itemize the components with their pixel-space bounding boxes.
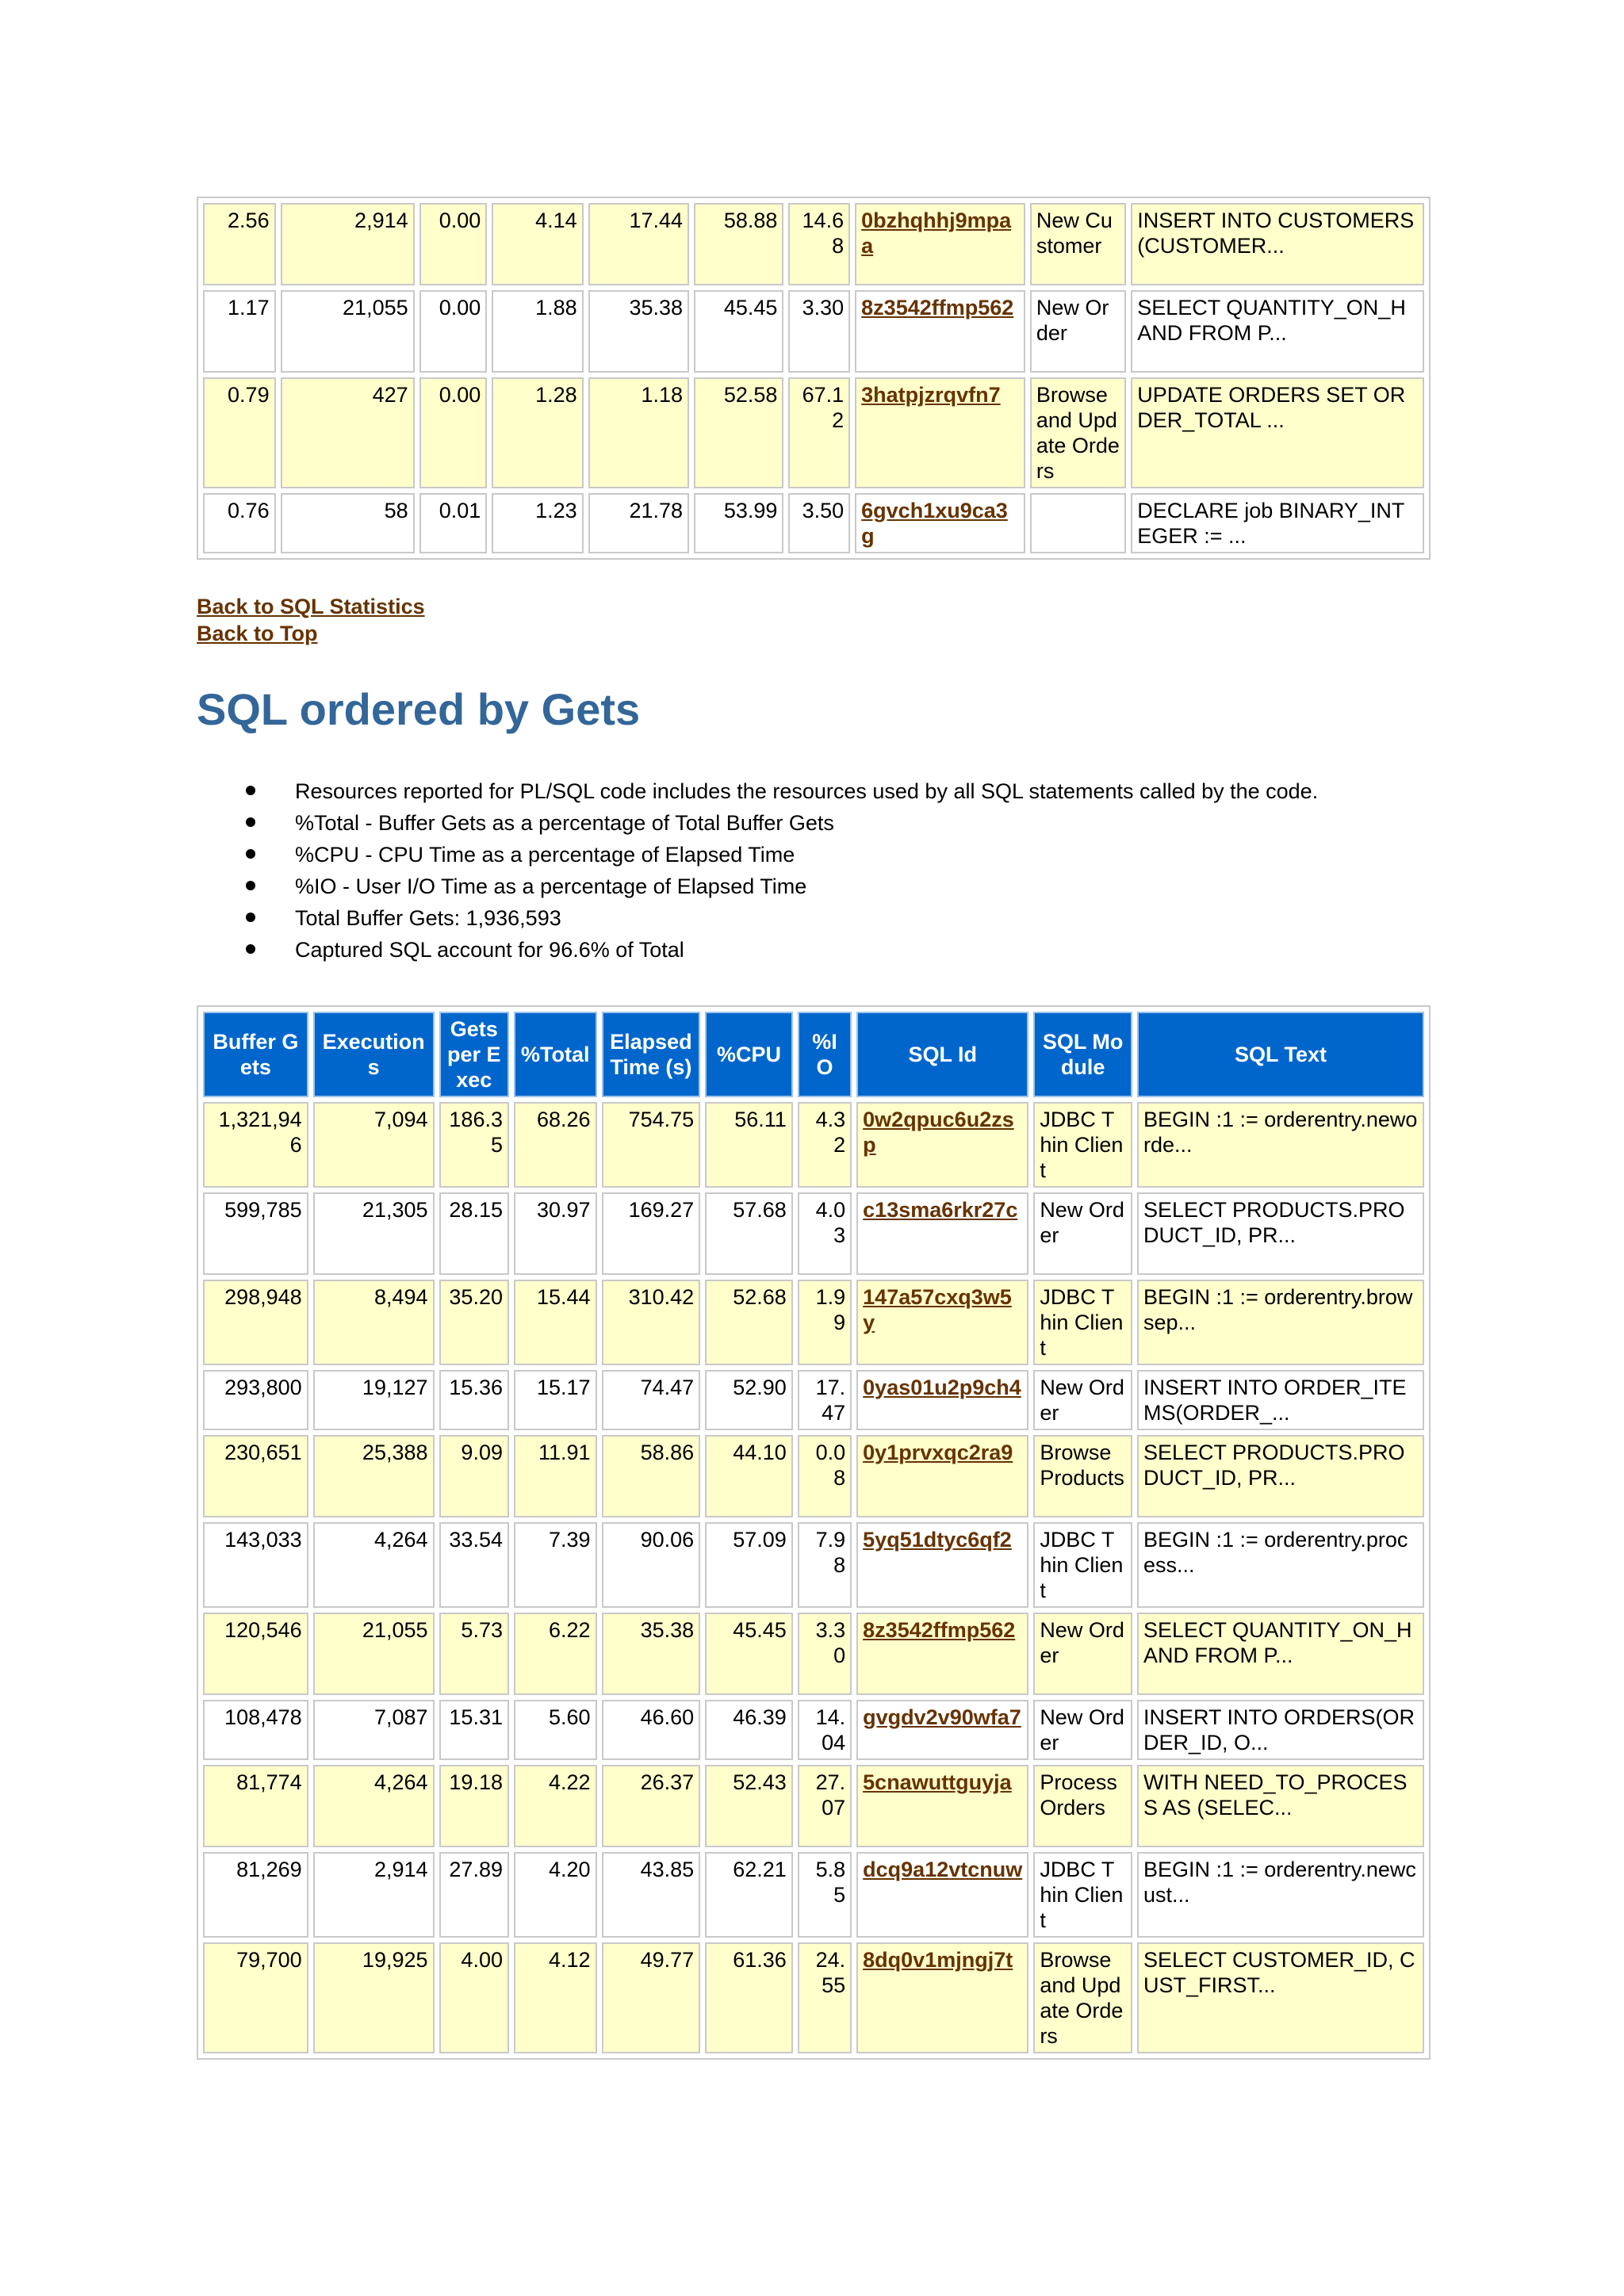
cell-sql-id-link (856, 1765, 1028, 1847)
sql-id-link[interactable]: 5cnawuttguyja (863, 1770, 1012, 1794)
cell-sql-text: INSERT INTO CUSTOMERS(CUSTOMER... (1131, 203, 1424, 285)
cell-col-4: 4.20 (514, 1852, 597, 1938)
cell-sql-module: New Order (1033, 1370, 1132, 1430)
cell-col-4: 11.91 (514, 1435, 597, 1517)
cell-col-5: 43.85 (602, 1852, 701, 1938)
cell-sql-module: JDBC Thin Client (1033, 1852, 1132, 1938)
sql-id-link[interactable]: 8z3542ffmp562 (861, 296, 1014, 320)
table-row (203, 203, 1424, 285)
cell-col-5: 754.75 (602, 1102, 701, 1188)
cell-sql-module: New Order (1033, 1700, 1132, 1760)
back-to-top-link[interactable]: Back to Top (197, 622, 318, 645)
bullet-list (246, 775, 1318, 966)
cell-sql-text: BEGIN :1 := orderentry.process... (1137, 1522, 1424, 1608)
table-row (203, 1280, 1424, 1365)
cell-col-4: 6.22 (514, 1613, 597, 1695)
table-row (203, 1522, 1424, 1608)
cell-col-6: 62.21 (705, 1852, 793, 1938)
table-row (203, 290, 1424, 373)
cell-sql-text: SELECT PRODUCTS.PRODUCT_ID, PR... (1137, 1435, 1424, 1517)
sql-id-link[interactable]: gvgdv2v90wfa7 (863, 1705, 1021, 1729)
cell-col-7: 17.47 (798, 1370, 852, 1430)
cell-sql-id-link (856, 1700, 1028, 1760)
bullet-icon (246, 881, 255, 890)
cell-col-4: 4.14 (492, 203, 583, 285)
cell-col-4: 1.23 (492, 493, 583, 553)
header-buffer-gets: Buffer Gets (203, 1012, 308, 1097)
cell-col-4: 15.17 (514, 1370, 597, 1430)
sql-id-link[interactable]: 0bzhqhhj9mpaa (861, 209, 1012, 258)
bullet-item: Captured SQL account for 96.6% of Total (246, 934, 1318, 966)
cell-sql-text: BEGIN :1 := orderentry.browsep... (1137, 1280, 1424, 1365)
cell-col-6: 52.58 (694, 377, 783, 488)
cell-col-1: 0.79 (203, 377, 276, 488)
cell-col-6: 52.90 (705, 1370, 793, 1430)
cell-col-1: 81,269 (203, 1852, 308, 1938)
cell-col-6: 45.45 (705, 1613, 793, 1695)
cell-col-3: 186.35 (439, 1102, 509, 1188)
cell-sql-id-link (856, 1613, 1028, 1695)
sql-id-link[interactable]: 0yas01u2p9ch4 (863, 1376, 1021, 1399)
cell-col-4: 4.22 (514, 1765, 597, 1847)
cell-col-3: 35.20 (439, 1280, 509, 1365)
cell-col-3: 19.18 (439, 1765, 509, 1847)
cell-col-7: 3.30 (798, 1613, 852, 1695)
cell-sql-text: SELECT QUANTITY_ON_HAND FROM P... (1131, 290, 1424, 373)
header-elapsed-time: Elapsed Time (s) (602, 1012, 701, 1097)
cell-col-3: 27.89 (439, 1852, 509, 1938)
bullet-icon (246, 817, 255, 827)
cell-sql-text: SELECT PRODUCTS.PRODUCT_ID, PR... (1137, 1192, 1424, 1275)
cell-col-7: 7.98 (798, 1522, 852, 1608)
cell-col-2: 25,388 (313, 1435, 435, 1517)
cell-col-7: 67.12 (788, 377, 850, 488)
sql-id-link[interactable]: dcq9a12vtcnuw (863, 1858, 1023, 1881)
cell-col-5: 21.78 (588, 493, 689, 553)
cell-col-1: 120,546 (203, 1613, 308, 1695)
cell-col-4: 4.12 (514, 1942, 597, 2053)
cell-sql-module: Browse and Update Orders (1030, 377, 1126, 488)
cell-col-4: 1.28 (492, 377, 583, 488)
cell-col-6: 52.43 (705, 1765, 793, 1847)
cell-sql-text: SELECT QUANTITY_ON_HAND FROM P... (1137, 1613, 1424, 1695)
cell-col-3: 9.09 (439, 1435, 509, 1517)
cell-sql-module (1030, 493, 1126, 553)
cell-sql-id-link (856, 1370, 1028, 1430)
cell-sql-text: INSERT INTO ORDER_ITEMS(ORDER_... (1137, 1370, 1424, 1430)
cell-sql-module: New Order (1030, 290, 1126, 373)
table-header-row (203, 1012, 1424, 1097)
cell-sql-module: New Order (1033, 1192, 1132, 1275)
cell-sql-id-link (856, 1435, 1028, 1517)
cell-col-7: 27.07 (798, 1765, 852, 1847)
cell-col-4: 1.88 (492, 290, 583, 373)
cell-col-5: 26.37 (602, 1765, 701, 1847)
header-executions: Executions (313, 1012, 435, 1097)
cell-col-3: 5.73 (439, 1613, 509, 1695)
bullet-item: %IO - User I/O Time as a percentage of Elapsed Time (246, 871, 1318, 902)
cell-sql-id-link (855, 493, 1025, 553)
sql-id-link[interactable]: 3hatpjzrqvfn7 (861, 383, 1001, 407)
cell-sql-module: JDBC Thin Client (1033, 1280, 1132, 1365)
header-sql-id: SQL Id (856, 1012, 1028, 1097)
cell-col-3: 15.31 (439, 1700, 509, 1760)
cell-col-6: 53.99 (694, 493, 783, 553)
sql-id-link[interactable]: 8z3542ffmp562 (863, 1618, 1016, 1642)
table-row (203, 1852, 1424, 1938)
sql-ordered-by-gets-table (197, 1005, 1431, 2060)
sql-id-link[interactable]: 5yq51dtyc6qf2 (863, 1528, 1012, 1552)
cell-sql-text: WITH NEED_TO_PROCESS AS (SELEC... (1137, 1765, 1424, 1847)
bullet-icon (246, 786, 255, 795)
cell-col-1: 79,700 (203, 1942, 308, 2053)
cell-col-5: 17.44 (588, 203, 689, 285)
back-to-sql-statistics-link[interactable]: Back to SQL Statistics (197, 595, 425, 618)
cell-col-2: 19,127 (313, 1370, 435, 1430)
cell-col-4: 5.60 (514, 1700, 597, 1760)
sql-id-link[interactable]: c13sma6rkr27c (863, 1198, 1018, 1222)
cell-col-2: 4,264 (313, 1522, 435, 1608)
table-row (203, 377, 1424, 488)
cell-sql-text: SELECT CUSTOMER_ID, CUST_FIRST... (1137, 1942, 1424, 2053)
cell-sql-module: Browse and Update Orders (1033, 1942, 1132, 2053)
sql-id-link[interactable]: 0w2qpuc6u2zsp (863, 1108, 1014, 1157)
cell-col-4: 30.97 (514, 1192, 597, 1275)
cell-sql-id-link (856, 1102, 1028, 1188)
bullet-icon (246, 849, 255, 859)
cell-col-3: 4.00 (439, 1942, 509, 2053)
cell-col-3: 0.00 (419, 377, 488, 488)
cell-col-7: 3.50 (788, 493, 850, 553)
cell-col-5: 1.18 (588, 377, 689, 488)
cell-col-1: 0.76 (203, 493, 276, 553)
cell-col-2: 2,914 (281, 203, 415, 285)
header-pct-total: %Total (514, 1012, 597, 1097)
cell-col-3: 28.15 (439, 1192, 509, 1275)
cell-col-1: 230,651 (203, 1435, 308, 1517)
cell-sql-module: JDBC Thin Client (1033, 1102, 1132, 1188)
cell-col-5: 74.47 (602, 1370, 701, 1430)
cell-col-2: 21,055 (281, 290, 415, 373)
cell-sql-id-link (856, 1192, 1028, 1275)
cell-col-5: 49.77 (602, 1942, 701, 2053)
cell-sql-id-link (855, 290, 1025, 373)
bullet-item: %CPU - CPU Time as a percentage of Elapsed Time (246, 839, 1318, 871)
bullet-item: Resources reported for PL/SQL code includes the resources used by all SQL statements called by the code. (246, 775, 1318, 807)
cell-sql-module: Process Orders (1033, 1765, 1132, 1847)
bullet-icon (246, 913, 255, 922)
cell-sql-module: Browse Products (1033, 1435, 1132, 1517)
header-pct-io: %IO (798, 1012, 852, 1097)
cell-col-7: 1.99 (798, 1280, 852, 1365)
cell-col-2: 2,914 (313, 1852, 435, 1938)
cell-sql-text: BEGIN :1 := orderentry.newcust... (1137, 1852, 1424, 1938)
cell-col-6: 46.39 (705, 1700, 793, 1760)
sql-table-continued (197, 197, 1431, 560)
cell-col-5: 46.60 (602, 1700, 701, 1760)
cell-col-1: 293,800 (203, 1370, 308, 1430)
cell-sql-id-link (855, 377, 1025, 488)
cell-col-1: 2.56 (203, 203, 276, 285)
cell-col-5: 169.27 (602, 1192, 701, 1275)
cell-col-6: 45.45 (694, 290, 783, 373)
cell-col-6: 52.68 (705, 1280, 793, 1365)
sql-id-link[interactable]: 147a57cxq3w5y (863, 1285, 1012, 1334)
cell-col-5: 35.38 (602, 1613, 701, 1695)
cell-sql-module: JDBC Thin Client (1033, 1522, 1132, 1608)
cell-sql-id-link (856, 1852, 1028, 1938)
cell-col-2: 21,305 (313, 1192, 435, 1275)
cell-col-2: 21,055 (313, 1613, 435, 1695)
bullet-icon (246, 944, 255, 954)
cell-col-1: 108,478 (203, 1700, 308, 1760)
cell-col-3: 33.54 (439, 1522, 509, 1608)
sql-id-link[interactable]: 0y1prvxqc2ra9 (863, 1441, 1013, 1464)
table-row (203, 1613, 1424, 1695)
cell-col-1: 1,321,946 (203, 1102, 308, 1188)
cell-col-4: 7.39 (514, 1522, 597, 1608)
cell-col-6: 56.11 (705, 1102, 793, 1188)
sql-id-link[interactable]: 8dq0v1mjngj7t (863, 1948, 1013, 1972)
cell-sql-text: BEGIN :1 := orderentry.neworde... (1137, 1102, 1424, 1188)
cell-col-1: 1.17 (203, 290, 276, 373)
cell-col-7: 0.08 (798, 1435, 852, 1517)
cell-col-2: 7,094 (313, 1102, 435, 1188)
cell-sql-module: New Customer (1030, 203, 1126, 285)
table-row (203, 1370, 1424, 1430)
table-row (203, 1942, 1424, 2053)
cell-col-7: 4.03 (798, 1192, 852, 1275)
cell-col-7: 5.85 (798, 1852, 852, 1938)
cell-col-7: 14.04 (798, 1700, 852, 1760)
cell-col-7: 14.68 (788, 203, 850, 285)
bullet-item: %Total - Buffer Gets as a percentage of Total Buffer Gets (246, 807, 1318, 839)
cell-col-6: 57.09 (705, 1522, 793, 1608)
cell-col-4: 68.26 (514, 1102, 597, 1188)
cell-col-3: 0.00 (419, 290, 488, 373)
table-row (203, 1765, 1424, 1847)
cell-col-1: 298,948 (203, 1280, 308, 1365)
cell-col-6: 61.36 (705, 1942, 793, 2053)
cell-col-7: 24.55 (798, 1942, 852, 2053)
cell-sql-id-link (855, 203, 1025, 285)
cell-sql-module: New Order (1033, 1613, 1132, 1695)
cell-col-5: 310.42 (602, 1280, 701, 1365)
cell-col-3: 15.36 (439, 1370, 509, 1430)
header-sql-text: SQL Text (1137, 1012, 1424, 1097)
cell-col-6: 58.88 (694, 203, 783, 285)
cell-col-2: 7,087 (313, 1700, 435, 1760)
cell-col-1: 143,033 (203, 1522, 308, 1608)
bullet-item: Total Buffer Gets: 1,936,593 (246, 902, 1318, 934)
sql-id-link[interactable]: 6gvch1xu9ca3g (861, 499, 1008, 548)
cell-col-6: 44.10 (705, 1435, 793, 1517)
cell-col-5: 35.38 (588, 290, 689, 373)
cell-col-7: 4.32 (798, 1102, 852, 1188)
table-row (203, 1102, 1424, 1188)
cell-sql-text: DECLARE job BINARY_INTEGER := ... (1131, 493, 1424, 553)
cell-col-2: 427 (281, 377, 415, 488)
cell-col-1: 599,785 (203, 1192, 308, 1275)
header-sql-module: SQL Module (1033, 1012, 1132, 1097)
cell-sql-id-link (856, 1522, 1028, 1608)
cell-col-2: 58 (281, 493, 415, 553)
cell-col-2: 8,494 (313, 1280, 435, 1365)
cell-col-2: 4,264 (313, 1765, 435, 1847)
table-row (203, 493, 1424, 553)
cell-col-1: 81,774 (203, 1765, 308, 1847)
cell-col-2: 19,925 (313, 1942, 435, 2053)
cell-col-3: 0.00 (419, 203, 488, 285)
cell-col-4: 15.44 (514, 1280, 597, 1365)
cell-col-5: 58.86 (602, 1435, 701, 1517)
cell-sql-text: INSERT INTO ORDERS(ORDER_ID, O... (1137, 1700, 1424, 1760)
table-row (203, 1435, 1424, 1517)
header-pct-cpu: %CPU (705, 1012, 793, 1097)
header-gets-per-exec: Gets per Exec (439, 1012, 509, 1097)
cell-col-5: 90.06 (602, 1522, 701, 1608)
table-row (203, 1700, 1424, 1760)
cell-sql-id-link (856, 1942, 1028, 2053)
cell-col-6: 57.68 (705, 1192, 793, 1275)
cell-sql-id-link (856, 1280, 1028, 1365)
table-row (203, 1192, 1424, 1275)
section-title: SQL ordered by Gets (197, 684, 641, 734)
cell-col-7: 3.30 (788, 290, 850, 373)
cell-sql-text: UPDATE ORDERS SET ORDER_TOTAL ... (1131, 377, 1424, 488)
cell-col-3: 0.01 (419, 493, 488, 553)
